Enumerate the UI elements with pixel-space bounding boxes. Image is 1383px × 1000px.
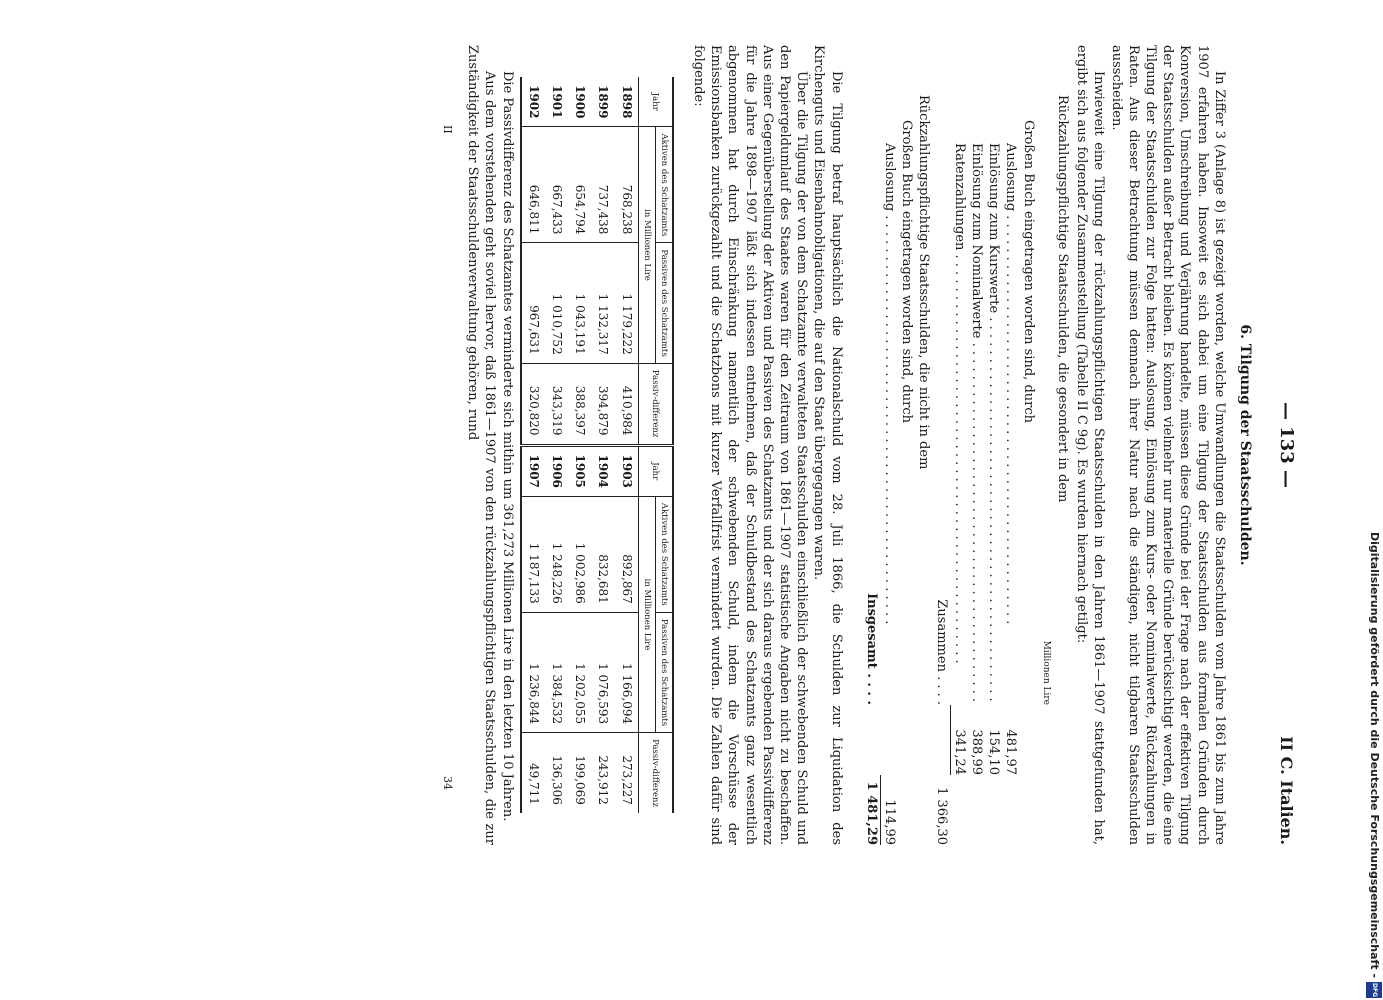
col-header-differenz: Passiv-differenz: [638, 733, 673, 813]
nicht-heading: Rückzahlungspflichtige Staatsschulden, die nicht in dem: [916, 95, 932, 470]
grosses-buch-label: Großen Buch eingetragen worden sind, durch: [1020, 120, 1036, 424]
table-row: 1899 737,438 1 132,317 394,879 1904 832,681 1 076,593 243,912: [591, 77, 614, 813]
signature-mark-left: II: [441, 125, 455, 134]
col-header-passiven: Passiven des Schatzamts: [655, 612, 673, 732]
table-row: 1901 667,433 1 010,752 343,319 1906 1 248,226 1 384,532 136,306: [545, 77, 568, 813]
col-header-aktiven: Aktiven des Schatzamts: [655, 127, 673, 243]
nicht-row: Auslosung . . . 114,99: [880, 65, 898, 845]
col-header-aktiven: Aktiven des Schatzamts: [655, 496, 673, 612]
paragraph-3: Die Tilgung betraf hauptsächlich die Nationalschuld vom 28. Juli 1866, die Schulden zur Liquidation des Kirchenguts und Eisenbahnobligationen, die auf den Staat übergegangen waren.: [811, 45, 844, 845]
stamp-text: Digitalisierung gefördert durch die Deutsche Forschungsgemeinschaft -: [1368, 531, 1381, 978]
unit-label: Millionen Lire: [1040, 640, 1051, 705]
paragraph-4: Über die Tilgung der von dem Schatzamte verwalteten Staatsschulden einschließlich der schwebenden Schuld und den Papiergeldumlauf des Staates waren für den Zeitraum von 1861—1907 statistische Angaben nicht zu beschaffen. Aus einer Gegenüberstellung der Aktiven und Passiven des Schatzamts und der sich daraus ergebenden Passivdifferenz für die Jahre 1898—1907 läßt sich indessen entnehmen, daß der Schuldbestand des Schatzamts ganz wesentlich abgenommen hat durch Einschränkung namentlich der schwebenden Schuld, indem die Vorschüsse der Emissionsbanken zurückgezahlt und die Schatzbons mit kurzer Verfallfrist vermindert wurden. Die Zahlen dafür sind folgende:: [690, 45, 810, 845]
tilgung-row: Einlösung zum Kurswerte . . . 154,10: [985, 65, 1002, 845]
section-label: II C. Italien.: [1277, 736, 1296, 845]
page-footer: [436, 45, 456, 845]
unit-label: in Millionen Lire: [638, 496, 655, 732]
col-header-differenz: Passiv-differenz: [638, 363, 673, 445]
insgesamt-row: Insgesamt . . . . 1 481,29: [863, 593, 879, 845]
table-header-row: [655, 77, 673, 813]
page-number: — 133 —: [1276, 401, 1297, 489]
col-header-passiven: Passiven des Schatzamts: [655, 243, 673, 363]
page-header: [1265, 45, 1295, 845]
paragraph-6: Aus dem vorstehenden geht soviel hervor, daß 1861—1907 von den rückzahlungspflichtigen Staatsschulden, die zur Zuständigkeit der Staatsschuldenverwaltung gehören, rund: [465, 45, 498, 845]
paragraph-2: Inwieweit eine Tilgung der rückzahlungspflichtigen Staatsschulden in den Jahren 1861—1907 stattgefunden hat, ergibt sich aus folgender Zusammenstellung (Tabelle II C 9g). Es wurden hiernach getilgt:: [1074, 45, 1107, 845]
section-title: 6. Tilgung der Staatsschulden.: [1237, 324, 1253, 566]
col-header-jahr: Jahr: [638, 445, 673, 496]
paragraph-5: Die Passivdifferenz des Schatzamtes verminderte sich mithin um 361,273 Millionen Lire in den letzten 10 Jahren.: [499, 71, 515, 822]
signature-mark-right: 34: [441, 776, 455, 790]
tilgung-heading: Rückzahlungspflichtige Staatsschulden, die gesondert in dem: [1054, 95, 1070, 503]
tilgung-row: Ratenzahlungen . . . 341,24: [950, 65, 968, 845]
tilgung-row: Auslosung . . . 481,97: [1002, 65, 1019, 845]
document-page: [175, 45, 1295, 845]
table-row: 1902 646,811 967,631 320,820 1907 1 187,133 1 236,844 49,711: [521, 77, 545, 813]
nicht-sub: Großen Buch eingetragen worden sind, durch: [899, 120, 915, 424]
dfg-logo-icon: DFG: [1366, 982, 1382, 998]
col-header-jahr: Jahr: [638, 77, 673, 127]
schatzamt-table: [520, 77, 674, 813]
unit-label: in Millionen Lire: [638, 127, 655, 363]
zusammen-row: Zusammen . . . . 1 366,30: [933, 599, 949, 845]
tilgung-row: Einlösung zum Nominalwerte . . . 388,99: [968, 65, 985, 845]
digitization-stamp: [1363, 0, 1383, 1000]
table-row: 1900 654,794 1 043,191 388,397 1905 1 002,986 1 202,055 199,069: [568, 77, 591, 813]
table-row: 1898 768,238 1 179,222 410,984 1903 892,867 1 166,094 273,227: [615, 77, 639, 813]
tilgung-summary: [863, 45, 1071, 845]
paragraph-1: In Ziffer 3 (Anlage 8) ist gezeigt worden, welche Umwandlungen die Staatsschulden vom Jahre 1861 bis zum Jahre 1907 erfahren haben. Insoweit es sich dabei um eine Tilgung der Staatsschulden aus formalen Gründen durch Konversion, Umschreibung und Verjährung handelte, müssen diese Gründe bei der Frage nach der effektiven Tilgung der Staatsschulden außer Betracht bleiben. Es können vielmehr nur materielle Gründe berücksichtigt werden, die eine Tilgung der Staatsschulden zur Folge hatten: Auslosung, Einlösung zum Kurs- oder Nominalwerte, Rückzahlungen in Raten. Aus dieser Betrachtung müssen demnach ihrer Natur nach die ständigen, nicht tilgbaren Staatsschulden ausscheiden.: [1108, 45, 1227, 845]
